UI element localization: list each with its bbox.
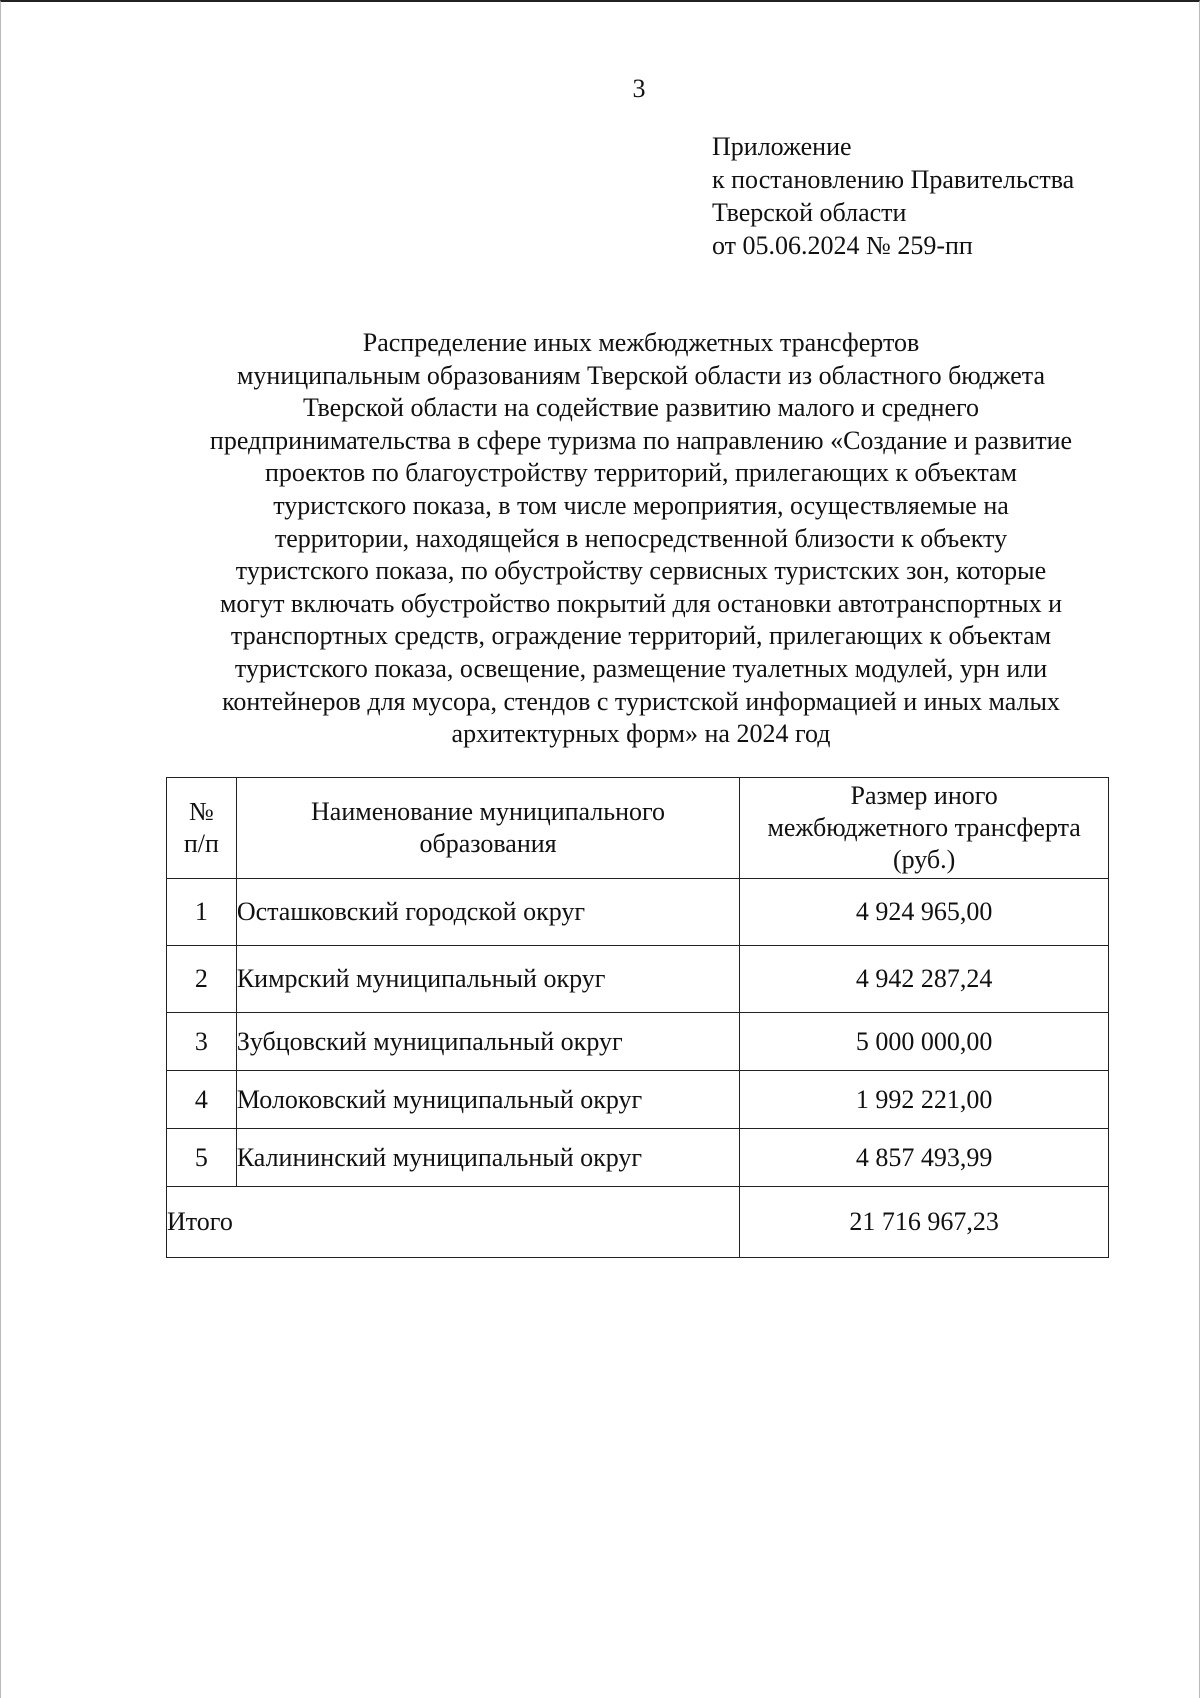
title-line: могут включать обустройство покрытий для остановки автотранспортных и [219, 588, 1063, 618]
appendix-line: Тверской области [712, 198, 907, 227]
header-amount-line: (руб.) [892, 845, 956, 874]
table-row [167, 1129, 1109, 1187]
table-row [167, 946, 1109, 1013]
header-name-line: образования [419, 829, 557, 858]
header-num-line: п/п [183, 829, 219, 858]
appendix-line: Приложение [712, 132, 852, 161]
page-number: 3 [632, 74, 646, 103]
transfer-amount: 4 857 493,99 [740, 1129, 1109, 1187]
row-number: 1 [167, 879, 237, 946]
appendix-line: от 05.06.2024 № 259-пп [712, 231, 973, 260]
municipality-name: Калининский муниципальный округ [236, 1129, 739, 1187]
total-row [167, 1187, 1109, 1258]
total-label: Итого [167, 1187, 740, 1258]
appendix-block [712, 130, 1074, 262]
header-amount-line: Размер иного [850, 781, 998, 810]
header-amount-line: межбюджетного трансферта [767, 813, 1081, 842]
table-row [167, 879, 1109, 946]
row-number: 5 [167, 1129, 237, 1187]
header-num [167, 778, 237, 879]
table-row [167, 1071, 1109, 1129]
transfer-amount: 1 992 221,00 [740, 1071, 1109, 1129]
title-line: туристского показа, по обустройству сервисных туристских зон, которые [235, 556, 1047, 586]
transfer-amount: 4 942 287,24 [740, 946, 1109, 1013]
appendix-line: к постановлению Правительства [712, 165, 1075, 194]
municipality-name: Кимрский муниципальный округ [236, 946, 739, 1013]
row-number: 3 [167, 1013, 237, 1071]
total-amount: 21 716 967,23 [740, 1187, 1109, 1258]
municipality-name: Молоковский муниципальный округ [236, 1071, 739, 1129]
header-amount [740, 778, 1109, 879]
title-line: Тверской области на содействие развитию малого и среднего [302, 393, 980, 423]
title-line: территории, находящейся в непосредственной близости к объекту [274, 523, 1008, 553]
title-line: предпринимательства в сфере туризма по направлению «Создание и развитие [209, 425, 1073, 455]
row-number: 2 [167, 946, 237, 1013]
transfer-amount: 5 000 000,00 [740, 1013, 1109, 1071]
header-name-line: Наименование муниципального [311, 797, 666, 826]
header-num-line: № [189, 797, 214, 826]
title-line: контейнеров для мусора, стендов с туристской информацией и иных малых [222, 686, 1060, 716]
distribution-table [166, 777, 1109, 1258]
table-header-row [167, 778, 1109, 879]
municipality-name: Зубцовский муниципальный округ [236, 1013, 739, 1071]
title-line: проектов по благоустройству территорий, прилегающих к объектам [264, 458, 1018, 488]
document-title [151, 327, 1131, 751]
table-row [167, 1013, 1109, 1071]
title-line: Распределение иных межбюджетных трансфертов [362, 328, 920, 357]
title-line: муниципальным образованиям Тверской области из областного бюджета [236, 360, 1046, 390]
header-name [236, 778, 739, 879]
municipality-name: Осташковский городской округ [236, 879, 739, 946]
title-line: туристского показа, освещение, размещение туалетных модулей, урн или [234, 653, 1048, 683]
title-line: транспортных средств, ограждение территорий, прилегающих к объектам [230, 621, 1052, 651]
title-line: туристского показа, в том числе мероприятия, осуществляемые на [273, 490, 1009, 520]
transfer-amount: 4 924 965,00 [740, 879, 1109, 946]
title-line: архитектурных форм» на 2024 год [451, 719, 831, 749]
row-number: 4 [167, 1071, 237, 1129]
